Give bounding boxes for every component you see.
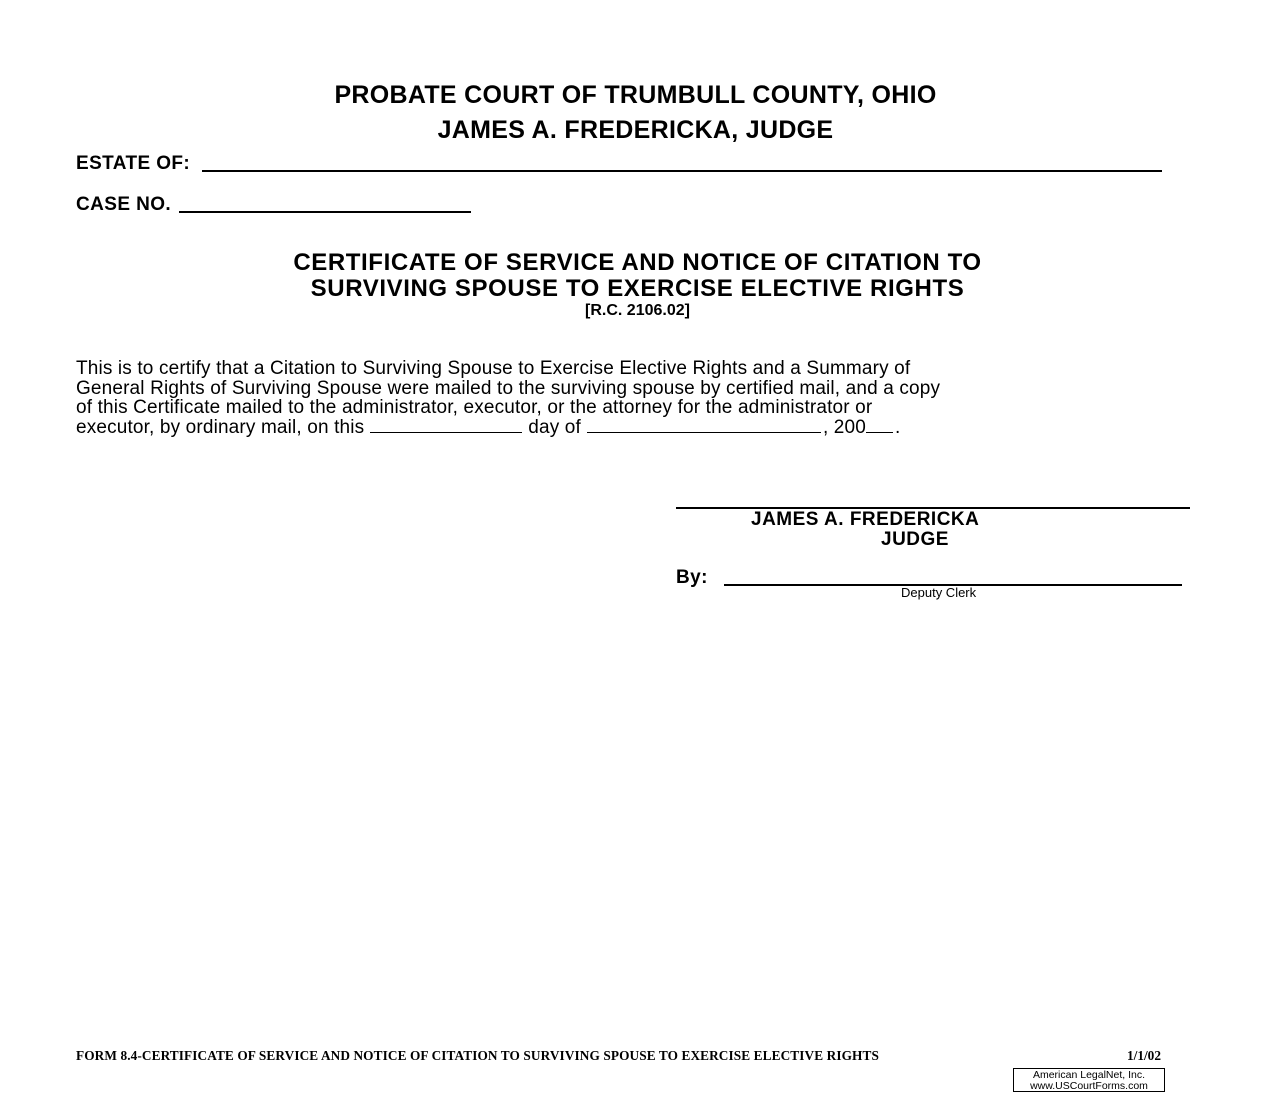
document-title: [0, 250, 1275, 302]
paragraph-line-1: This is to certify that a Citation to Surviving Spouse to Exercise Elective Rights and a Summary of: [76, 358, 911, 379]
document-title-line-1: CERTIFICATE OF SERVICE AND NOTICE OF CITATION TO: [293, 249, 982, 276]
judge-title: JAMES A. FREDERICKA, JUDGE: [437, 116, 834, 144]
judge-title-label: JUDGE: [881, 529, 949, 550]
estate-of-label: ESTATE OF:: [76, 153, 191, 174]
publisher-website: www.USCourtForms.com: [1030, 1080, 1148, 1092]
case-no-row: [76, 191, 471, 216]
paragraph-line-4-prefix: executor, by ordinary mail, on this: [76, 416, 365, 438]
by-label: By:: [676, 567, 708, 588]
year-field[interactable]: [866, 418, 893, 433]
paragraph-line-2: General Rights of Surviving Spouse were mailed to the surviving spouse by certified mail, and a copy: [76, 377, 941, 399]
period-text: .: [894, 416, 901, 438]
footer-form-title: FORM 8.4-CERTIFICATE OF SERVICE AND NOTICE OF CITATION TO SURVIVING SPOUSE TO EXERCISE ELECTIVE RIGHTS: [76, 1048, 879, 1063]
deputy-clerk-signature-field[interactable]: [724, 568, 1182, 586]
day-field[interactable]: [370, 418, 522, 433]
estate-of-row: [76, 150, 1162, 175]
publisher-box: [1013, 1068, 1165, 1092]
footer-form-date: 1/1/02: [1127, 1048, 1161, 1063]
certification-paragraph: [76, 359, 1216, 437]
deputy-clerk-label: Deputy Clerk: [901, 585, 977, 600]
case-no-field[interactable]: [179, 191, 471, 213]
statute-citation: [R.C. 2106.02]: [585, 302, 690, 319]
year-prefix-text: , 200: [822, 416, 866, 438]
publisher-name: American LegalNet, Inc.: [1032, 1069, 1146, 1081]
document-title-line-2: SURVIVING SPOUSE TO EXERCISE ELECTIVE RIGHTS: [310, 275, 965, 302]
judge-name: JAMES A. FREDERICKA: [751, 509, 980, 530]
case-no-label: CASE NO.: [76, 194, 172, 215]
month-field[interactable]: [587, 418, 821, 433]
court-title: PROBATE COURT OF TRUMBULL COUNTY, OHIO: [334, 81, 937, 109]
day-of-text: day of: [528, 416, 581, 438]
paragraph-line-4: [76, 418, 1216, 438]
paragraph-line-3: of this Certificate mailed to the administrator, executor, or the attorney for the administrator or: [76, 397, 873, 418]
estate-of-field[interactable]: [202, 150, 1162, 172]
